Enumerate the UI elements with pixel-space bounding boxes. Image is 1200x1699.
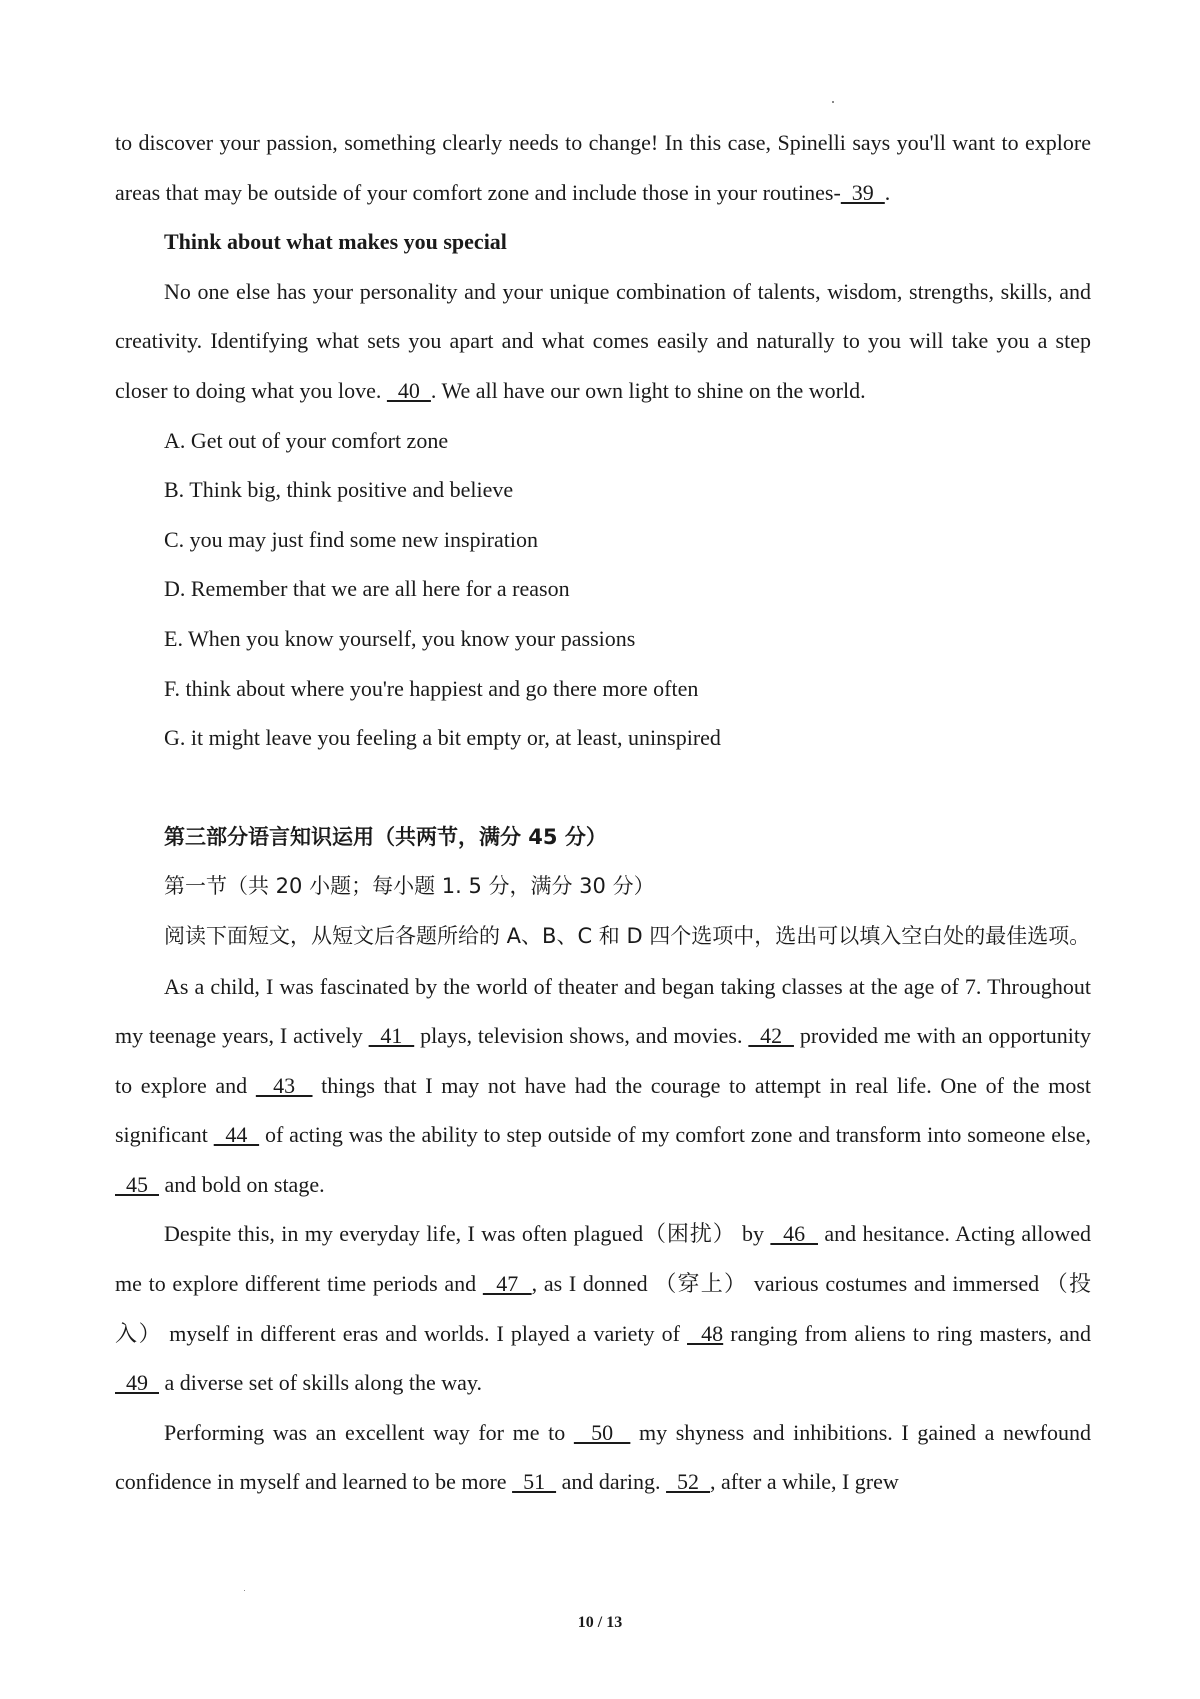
cloze-text: provided me with an opportunity to explore and — [115, 1023, 1092, 1098]
blank-45: 45 — [115, 1171, 159, 1197]
scan-speck — [244, 1590, 245, 1591]
passage-paragraph — [115, 118, 1091, 217]
option-f: F. think about where you're happiest and go there more often — [164, 675, 699, 701]
scan-speck — [832, 101, 834, 103]
cloze-text: Performing was an excellent way for me to — [164, 1419, 574, 1445]
cloze-text: ranging from aliens to ring masters, and — [723, 1320, 1091, 1346]
option-c: C. you may just find some new inspiration — [164, 526, 538, 552]
cloze-text: and daring. — [556, 1469, 667, 1495]
blank-43: 43 — [255, 1072, 313, 1098]
option-g: G. it might leave you feeling a bit empty or, at least, uninspired — [164, 725, 721, 751]
cloze-text: and bold on stage. — [159, 1171, 325, 1197]
blank-51: 51 — [512, 1469, 557, 1495]
cloze-paragraph-1 — [115, 962, 1091, 1210]
cloze-text: Despite this, in my everyday life, I was often plagued（困扰） by — [164, 1221, 771, 1247]
blank-44: 44 — [213, 1122, 260, 1148]
blank-49: 49 — [115, 1370, 159, 1396]
blank-48: 48 — [687, 1320, 724, 1346]
cloze-text: of acting was the ability to step outside of my comfort zone and transform into someone else, — [259, 1122, 1091, 1148]
instructions: 阅读下面短文，从短文后各题所给的 A、B、C 和 D 四个选项中，选出可以填入空白处的最佳选项。 — [164, 923, 1091, 948]
page-number: 10 / 13 — [577, 1614, 623, 1631]
passage-text: . — [884, 179, 891, 205]
cloze-paragraph-2 — [115, 1209, 1091, 1407]
option-e: E. When you know yourself, you know your passions — [164, 625, 636, 651]
blank-50: 50 — [573, 1419, 631, 1445]
passage-text: to discover your passion, something clearly needs to change! In this case, Spinelli says you'll want to explore areas that may be outside of your comfort zone and include those in your routines- — [115, 130, 1091, 205]
cloze-text: a diverse set of skills along the way. — [159, 1370, 482, 1396]
part-title: 第三部分语言知识运用（共两节，满分 45 分） — [164, 824, 607, 849]
cloze-text: and hesitance. Acting allowed me to explore different time periods and — [115, 1221, 1091, 1297]
blank-41: 41 — [368, 1023, 415, 1049]
cloze-text: plays, television shows, and movies. — [414, 1023, 749, 1049]
passage-paragraph — [115, 267, 1091, 416]
cloze-text: As a child, I was fascinated by the world of theater and began taking classes at the age of 7. Throughout my teenage years, I actively — [115, 973, 1091, 1049]
spacer — [115, 763, 1091, 813]
document-page — [115, 118, 1091, 1507]
option-b: B. Think big, think positive and believe — [164, 477, 514, 503]
cloze-text: things that I may not have had the courage to attempt in real life. One of the most significant — [115, 1072, 1091, 1148]
cloze-paragraph-3 — [115, 1408, 1091, 1507]
passage-text: . We all have our own light to shine on the world. — [430, 377, 866, 403]
cloze-text: , as I donned （穿上） various costumes and immersed （投入） myself in different eras and worlds. I played a variety of — [115, 1271, 1092, 1346]
cloze-text: my shyness and inhibitions. I gained a newfound confidence in myself and learned to be more — [115, 1419, 1092, 1495]
cloze-text: , after a while, I grew — [710, 1469, 899, 1495]
blank-39: 39 — [840, 179, 885, 205]
option-d: D. Remember that we are all here for a reason — [164, 576, 570, 602]
passage-text: No one else has your personality and your unique combination of talents, wisdom, strengths, skills, and creativity. Identifying what sets you apart and what comes easily and naturally to you will take you a step closer to doing what you love. — [115, 278, 1091, 403]
blank-40: 40 — [386, 377, 431, 403]
blank-52: 52 — [666, 1469, 711, 1495]
blank-42: 42 — [748, 1023, 794, 1049]
sub-title: 第一节（共 20 小题；每小题 1. 5 分，满分 30 分） — [164, 874, 655, 899]
blank-47: 47 — [482, 1271, 532, 1297]
option-a: A. Get out of your comfort zone — [164, 427, 449, 453]
section-heading: Think about what makes you special — [164, 229, 507, 255]
blank-46: 46 — [770, 1221, 818, 1247]
